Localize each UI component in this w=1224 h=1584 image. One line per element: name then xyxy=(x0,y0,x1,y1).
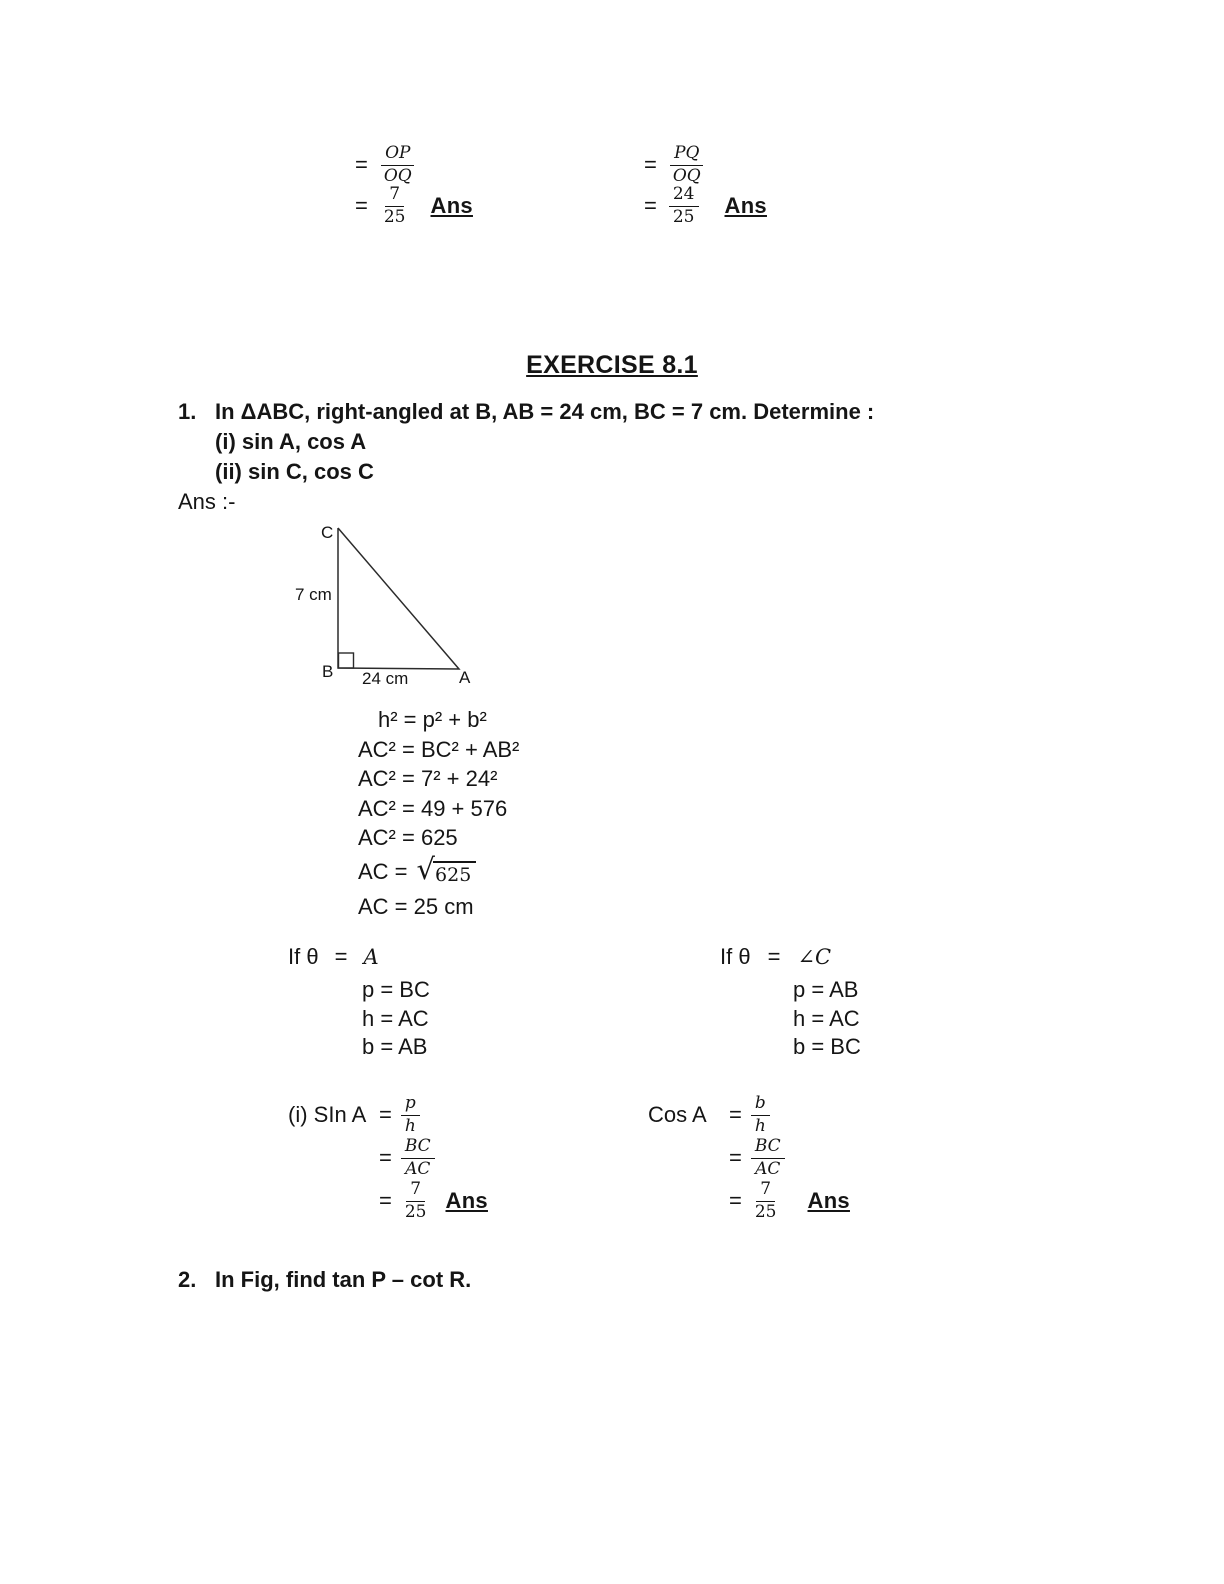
fraction-numerator: 7 xyxy=(385,185,404,207)
if-theta-label: If θ xyxy=(288,944,319,969)
equals-sign: = xyxy=(379,1187,392,1213)
fraction-op-oq xyxy=(380,144,416,185)
equals-sign: = xyxy=(355,192,368,218)
question-statement: In Fig, find tan P – cot R. xyxy=(215,1267,472,1292)
pythagoras-working xyxy=(358,705,519,921)
equation-ac-25cm: AC = 25 cm xyxy=(358,893,474,919)
equation-ac2-bc2-ab2: AC² = BC² + AB² xyxy=(358,736,520,762)
fraction-numerator: p xyxy=(401,1094,420,1116)
right-angle-marker xyxy=(339,653,354,668)
fraction-pq-oq xyxy=(669,144,705,185)
equals-sign: = xyxy=(334,944,348,969)
vertex-label-b: B xyxy=(322,662,334,681)
top-left-step-1 xyxy=(355,144,473,185)
equals-sign: = xyxy=(644,151,657,177)
case-theta-a-lines xyxy=(362,976,430,1062)
equation-ac2-49-576: AC² = 49 + 576 xyxy=(358,795,508,821)
equals-sign: = xyxy=(767,944,781,969)
vertex-label-a: A xyxy=(459,668,471,687)
equation-ac2-7-24: AC² = 7² + 24² xyxy=(358,766,498,791)
side-assignment: b = BC xyxy=(793,1034,861,1059)
side-assignment: h = AC xyxy=(793,1005,860,1031)
sin-a-working xyxy=(288,1093,488,1222)
fraction-bc-ac xyxy=(401,1137,435,1178)
top-solution-left xyxy=(355,144,473,226)
fraction-numerator: PQ xyxy=(670,144,703,166)
sqrt-lhs: AC = xyxy=(358,858,408,884)
fraction-denominator: AC xyxy=(405,1158,431,1179)
fraction-numerator: 24 xyxy=(669,185,699,207)
question-2 xyxy=(178,1266,878,1295)
fraction-24-25 xyxy=(669,185,699,226)
fraction-denominator: OQ xyxy=(672,165,701,186)
square-root-sign: √ xyxy=(416,852,436,886)
top-left-step-2 xyxy=(355,185,473,226)
fraction-7-25 xyxy=(380,185,410,226)
top-solution-right xyxy=(644,144,767,226)
answer-label: Ans xyxy=(724,192,767,218)
sin-a-step-2 xyxy=(288,1136,488,1179)
answer-intro-label: Ans :- xyxy=(178,489,236,514)
cos-a-working xyxy=(648,1093,850,1222)
theta-value-angle-c: ∠C xyxy=(797,945,832,969)
fraction-numerator: 7 xyxy=(406,1180,425,1202)
question-number: 2. xyxy=(178,1267,197,1292)
equals-sign: = xyxy=(379,1144,392,1170)
fraction-numerator: OP xyxy=(381,144,414,166)
triangle-outline xyxy=(338,528,459,669)
equals-sign: = xyxy=(644,192,657,218)
case-theta-c-header xyxy=(720,944,831,970)
side-assignment: h = AC xyxy=(362,1005,429,1031)
question-1-statement-row xyxy=(178,397,938,427)
fraction-b-h xyxy=(751,1094,770,1135)
equals-sign: = xyxy=(379,1101,392,1127)
question-1-part-i: (i) sin A, cos A xyxy=(215,429,367,454)
question-statement: In ΔABC, right-angled at B, AB = 24 cm, BC = 7 cm. Determine : xyxy=(215,399,875,424)
cos-a-label: Cos A xyxy=(648,1101,707,1127)
question-1 xyxy=(178,397,938,517)
theta-value-a: A xyxy=(363,945,379,969)
fraction-denominator: 25 xyxy=(383,206,406,227)
equals-sign: = xyxy=(729,1187,742,1213)
if-theta-label: If θ xyxy=(720,944,751,969)
sin-a-step-1 xyxy=(288,1093,488,1136)
equals-sign: = xyxy=(355,151,368,177)
fraction-denominator: 25 xyxy=(404,1201,427,1222)
cos-a-step-2 xyxy=(648,1136,850,1179)
fraction-denominator: h xyxy=(754,1115,766,1136)
vertex-label-c: C xyxy=(321,523,334,542)
fraction-denominator: h xyxy=(404,1115,416,1136)
side-assignment: b = AB xyxy=(362,1034,428,1059)
question-1-part-ii: (ii) sin C, cos C xyxy=(215,459,374,484)
side-label-bc: 7 cm xyxy=(295,585,332,604)
cos-a-step-1 xyxy=(648,1093,850,1136)
side-assignment: p = AB xyxy=(793,977,859,1002)
radicand: 625 xyxy=(433,861,476,886)
equation-h2: h² = p² + b² xyxy=(378,707,487,732)
case-theta-a-header xyxy=(288,944,379,970)
fraction-7-25 xyxy=(751,1180,781,1221)
fraction-p-h xyxy=(401,1094,420,1135)
equals-sign: = xyxy=(729,1144,742,1170)
cos-a-step-3 xyxy=(648,1179,850,1222)
answer-label: Ans xyxy=(807,1187,850,1213)
exercise-heading: EXERCISE 8.1 xyxy=(526,351,698,379)
equation-ac2-625: AC² = 625 xyxy=(358,825,458,850)
equation-ac-sqrt-625 xyxy=(358,852,519,889)
fraction-bc-ac xyxy=(751,1137,785,1178)
side-assignment: p = BC xyxy=(362,977,430,1002)
case-theta-c-lines xyxy=(793,976,861,1062)
top-right-step-1 xyxy=(644,144,767,185)
top-right-step-2 xyxy=(644,185,767,226)
fraction-denominator: OQ xyxy=(383,165,412,186)
sin-a-label: (i) SIn A xyxy=(288,1101,367,1127)
fraction-numerator: b xyxy=(751,1094,770,1116)
equals-sign: = xyxy=(729,1101,742,1127)
fraction-denominator: 25 xyxy=(672,206,695,227)
fraction-numerator: BC xyxy=(751,1137,785,1159)
answer-label: Ans xyxy=(430,192,473,218)
fraction-denominator: AC xyxy=(755,1158,781,1179)
fraction-7-25 xyxy=(401,1180,431,1221)
sin-a-step-3 xyxy=(288,1179,488,1222)
fraction-numerator: 7 xyxy=(756,1180,775,1202)
question-number: 1. xyxy=(178,399,197,424)
fraction-numerator: BC xyxy=(401,1137,435,1159)
answer-label: Ans xyxy=(445,1187,488,1213)
side-label-ab: 24 cm xyxy=(362,669,409,688)
fraction-denominator: 25 xyxy=(754,1201,777,1222)
